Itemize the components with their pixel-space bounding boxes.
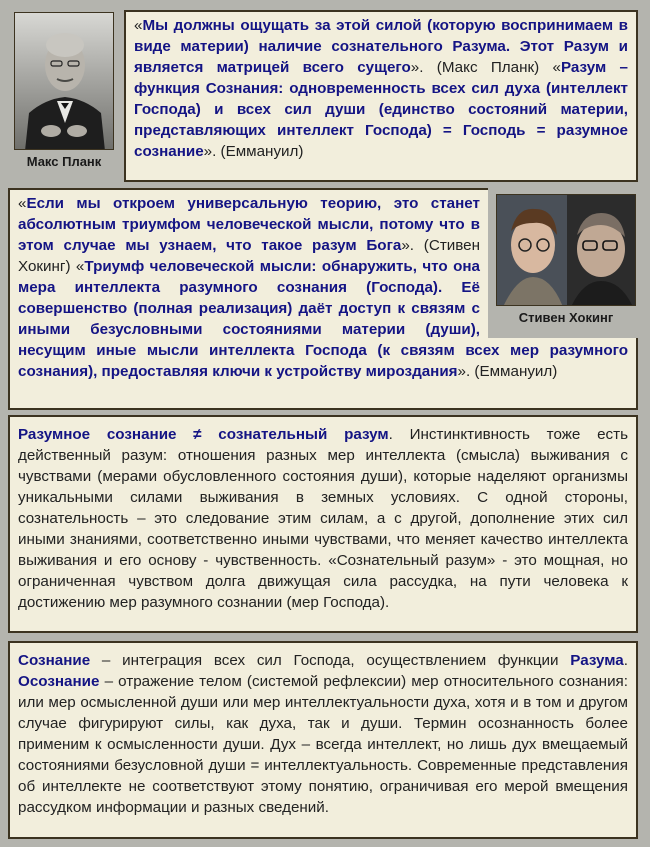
emmanuil-attribution-2: ». (Еммануил)	[457, 363, 558, 380]
term-awareness: Осознание	[18, 673, 100, 690]
planck-photo	[14, 12, 114, 150]
hawking-attribution: ». (Стивен Хокинг) «	[18, 237, 480, 275]
planck-portrait-image	[15, 13, 114, 150]
def-consciousness: – интеграция всех сил Господа, осуществлением функции	[90, 652, 571, 669]
planck-open-quote: «	[134, 17, 143, 34]
planck-quote-text	[134, 15, 628, 162]
planck-attribution: ». (Макс Планк) «	[410, 59, 561, 76]
emmanuil-quote-1: Разум – функция Сознания: одновременность всех сил духа (интеллект Господа) и всех сил души (единство состояний материи, представляющих интеллект Господа) = Господь = разумное сознание	[134, 59, 629, 160]
consciousness-box	[8, 641, 638, 839]
emmanuil-attribution-1: ». (Еммануил)	[203, 143, 304, 160]
planck-quote: Мы должны ощущать за этой силой (которую воспринимаем в виде материи) наличие сознательного Разума. Этот Разум и является матрицей всего сущего	[134, 17, 628, 76]
term-reason: Разума	[570, 652, 624, 669]
hawking-open-quote: «	[18, 195, 27, 212]
def-awareness: – отражение телом (системой рефлексии) мер относительного сознания: или мер осмысленной души или мер интеллектуальности духа, хотя и в том и другом случае фигурируют силы, как духа, так и души. Термин осознанность более применим к осмысленности души. Дух – всегда интеллект, но лишь дух вмещаемый состояниями безусловной души = интеллектуальность. Современные представления об интеллекте не соответствуют этому понятию, ограничивая его мерой вмещения рассудком информации и разных сведений.	[18, 673, 628, 816]
emmanuil-quote-2: Триумф человеческой мысли: обнаружить, что она мера интеллекта разумного сознания (Господа). Её совершенство (полная реализация) даёт доступ к связям с иными безусловными состояниями материи (души), несущим иные мысли интеллекта Господа (к связям всех мер разумного сознания), предоставляя ключи к устройству мироздания	[18, 258, 628, 380]
reason-text	[18, 424, 628, 613]
reason-body: . Инстинктивность тоже есть действенный разум: отношения разных мер интеллекта (смысла) выживания с чувствами (мерами обусловленного состояния души), которые наделяют организмы уникальными силами выживания в земных условиях. С одной стороны, сознательность – это следование этим силам, а с другой, дополнение этих сил иными знаниями, соответственно иными чувствами, что меняет качество интеллекта выживания и его основу - чувственность. «Сознательный разум» - это мощная, но ограниченная чувством долга движущая сила рассудка, на пути человека к достижению мер разумного сознании (мер Господа).	[18, 426, 628, 611]
planck-quote-box	[124, 10, 638, 182]
hawking-caption: Стивен Хокинг	[518, 310, 614, 325]
reason-box	[8, 415, 638, 633]
reason-lead: Разумное сознание ≠ сознательный разум	[18, 426, 389, 443]
def-consciousness-end: .	[623, 652, 628, 669]
consciousness-text	[18, 650, 628, 818]
hawking-portrait-image	[497, 195, 636, 306]
term-consciousness: Сознание	[18, 652, 91, 669]
planck-caption: Макс Планк	[26, 154, 102, 169]
hawking-photo	[496, 194, 636, 306]
hawking-quote: Если мы откроем универсальную теорию, это станет абсолютным триумфом человеческой мысли, потому что в этом случае мы узнаем, что такое разум Бога	[18, 195, 480, 254]
